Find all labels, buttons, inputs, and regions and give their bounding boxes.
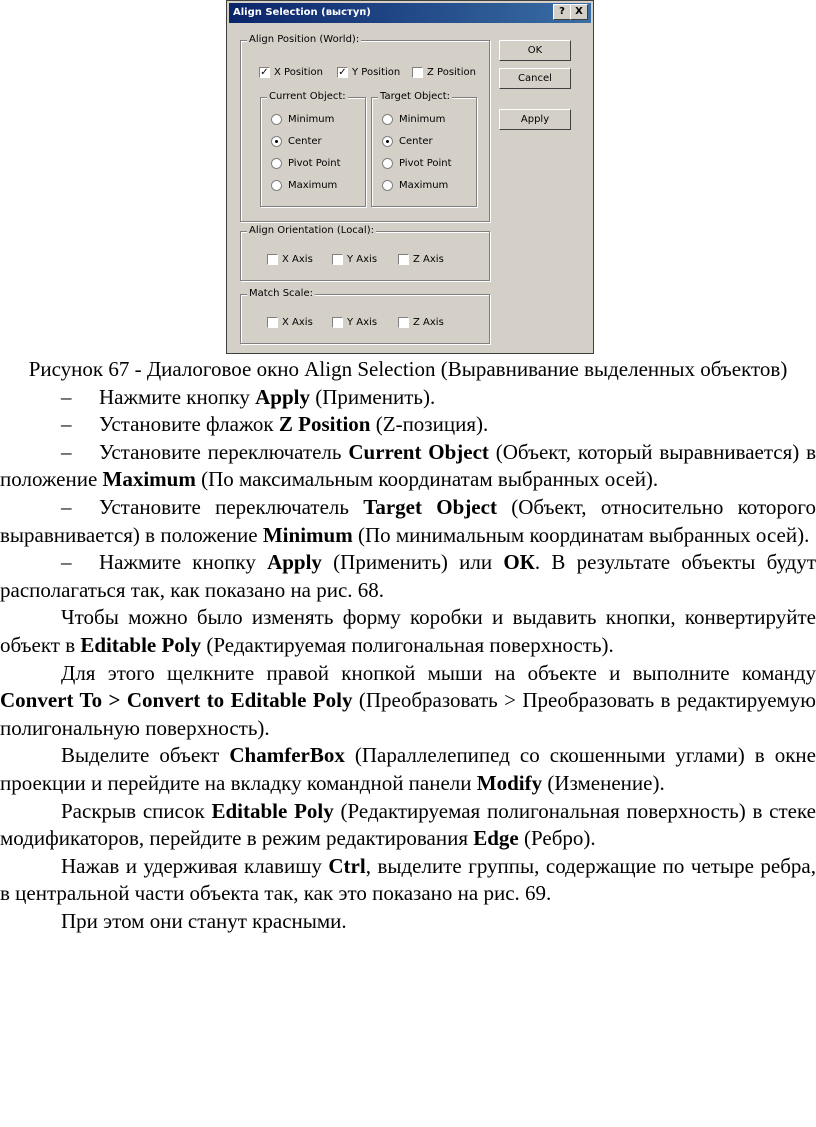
cancel-button[interactable]: Cancel — [499, 68, 571, 89]
current-object-label: Current Object: — [269, 91, 346, 102]
check-icon: ✓ — [260, 67, 269, 78]
current-pivot-point-radio[interactable]: Pivot Point — [271, 158, 341, 169]
scale-z-axis-checkbox[interactable]: Z Axis — [398, 317, 444, 328]
step-item: – Нажмите кнопку Apply (Применить) или ОК. В результате объекты будут располагаться так, как показано на рис. 68. — [0, 550, 816, 602]
target-object-group — [371, 91, 477, 207]
checkbox-empty-icon — [267, 254, 278, 265]
match-scale-label: Match Scale: — [249, 288, 313, 299]
current-object-group — [260, 91, 366, 207]
target-pivot-point-radio[interactable]: Pivot Point — [382, 158, 452, 169]
step-item: – Установите флажок Z Position (Z-позиция). — [61, 412, 489, 437]
align-position-group — [240, 34, 490, 222]
current-minimum-radio[interactable]: Minimum — [271, 114, 334, 125]
ok-button[interactable]: OK — [499, 40, 571, 61]
x-position-checkbox[interactable]: ✓ X Position — [260, 67, 323, 78]
paragraph: Выделите объект ChamferBox (Параллелепипед со скошенными углами) в окне проекции и перейдите на вкладку командной панели Modify (Изменение). — [0, 743, 816, 795]
target-object-label: Target Object: — [380, 91, 451, 102]
dialog-title: Align Selection (выступ) — [233, 7, 371, 18]
align-orientation-group — [240, 225, 490, 281]
y-position-checkbox[interactable]: ✓ Y Position — [338, 67, 401, 78]
checkbox-empty-icon — [332, 254, 343, 265]
checkbox-empty-icon — [398, 254, 409, 265]
paragraph: Нажав и удерживая клавишу Ctrl, выделите группы, содержащие по четыре ребра, в центральной части объекта так, как это показано на рис. 69. — [0, 853, 816, 906]
close-button[interactable]: X — [570, 4, 588, 20]
checkbox-empty-icon — [332, 317, 343, 328]
step-item: – Установите переключатель Current Object (Объект, который выравнивается) в положение Maximum (По максимальным координатам выбранных осей). — [0, 439, 816, 492]
paragraph: При этом они станут красными. — [61, 908, 347, 933]
help-button[interactable]: ? — [553, 4, 571, 20]
radio-icon — [271, 180, 282, 191]
z-position-checkbox[interactable]: Z Position — [412, 67, 476, 78]
paragraph: Для этого щелкните правой кнопкой мыши на объекте и выполните команду Convert To > Convert to Editable Poly (Преобразовать > Преобразовать в редактируемую полигональную поверхность). — [0, 660, 816, 740]
step-item: – Установите переключатель Target Object (Объект, относительно которого выравнивается) в положение Minimum (По минимальным координатам выбранных осей). — [0, 494, 816, 547]
checkbox-empty-icon — [398, 317, 409, 328]
orient-z-axis-checkbox[interactable]: Z Axis — [398, 254, 444, 265]
radio-icon — [271, 114, 282, 125]
radio-selected-icon — [382, 136, 393, 147]
document-body — [0, 356, 816, 935]
target-minimum-radio[interactable]: Minimum — [382, 114, 445, 125]
current-maximum-radio[interactable]: Maximum — [271, 180, 337, 191]
scale-x-axis-checkbox[interactable]: X Axis — [267, 317, 313, 328]
check-icon: ✓ — [338, 67, 347, 78]
align-position-label: Align Position (World): — [249, 34, 360, 45]
orient-y-axis-checkbox[interactable]: Y Axis — [332, 254, 377, 265]
radio-icon — [382, 180, 393, 191]
step-item: – Нажмите кнопку Apply (Применить). — [61, 384, 436, 409]
checkbox-empty-icon — [412, 67, 423, 78]
paragraph: Раскрыв список Editable Poly (Редактируемая полигональная поверхность) в стеке модификаторов, перейдите в режим редактирования Edge (Ребро). — [0, 798, 816, 851]
paragraph: Чтобы можно было изменять форму коробки и выдавить кнопки, конвертируйте объект в Editable Poly (Редактируемая полигональная поверхность). — [0, 605, 816, 657]
radio-icon — [382, 114, 393, 125]
radio-selected-icon — [271, 136, 282, 147]
target-center-radio[interactable]: Center — [382, 136, 433, 147]
figure-caption: Рисунок 67 - Диалоговое окно Align Selection (Выравнивание выделенных объектов) — [28, 357, 788, 381]
current-center-radio[interactable]: Center — [271, 136, 322, 147]
scale-y-axis-checkbox[interactable]: Y Axis — [332, 317, 377, 328]
target-maximum-radio[interactable]: Maximum — [382, 180, 448, 191]
radio-icon — [271, 158, 282, 169]
align-orientation-label: Align Orientation (Local): — [249, 225, 374, 236]
radio-icon — [382, 158, 393, 169]
apply-button[interactable]: Apply — [499, 109, 571, 130]
dialog-titlebar — [229, 3, 591, 23]
align-selection-dialog — [226, 0, 594, 354]
orient-x-axis-checkbox[interactable]: X Axis — [267, 254, 313, 265]
checkbox-empty-icon — [267, 317, 278, 328]
match-scale-group — [240, 288, 490, 344]
